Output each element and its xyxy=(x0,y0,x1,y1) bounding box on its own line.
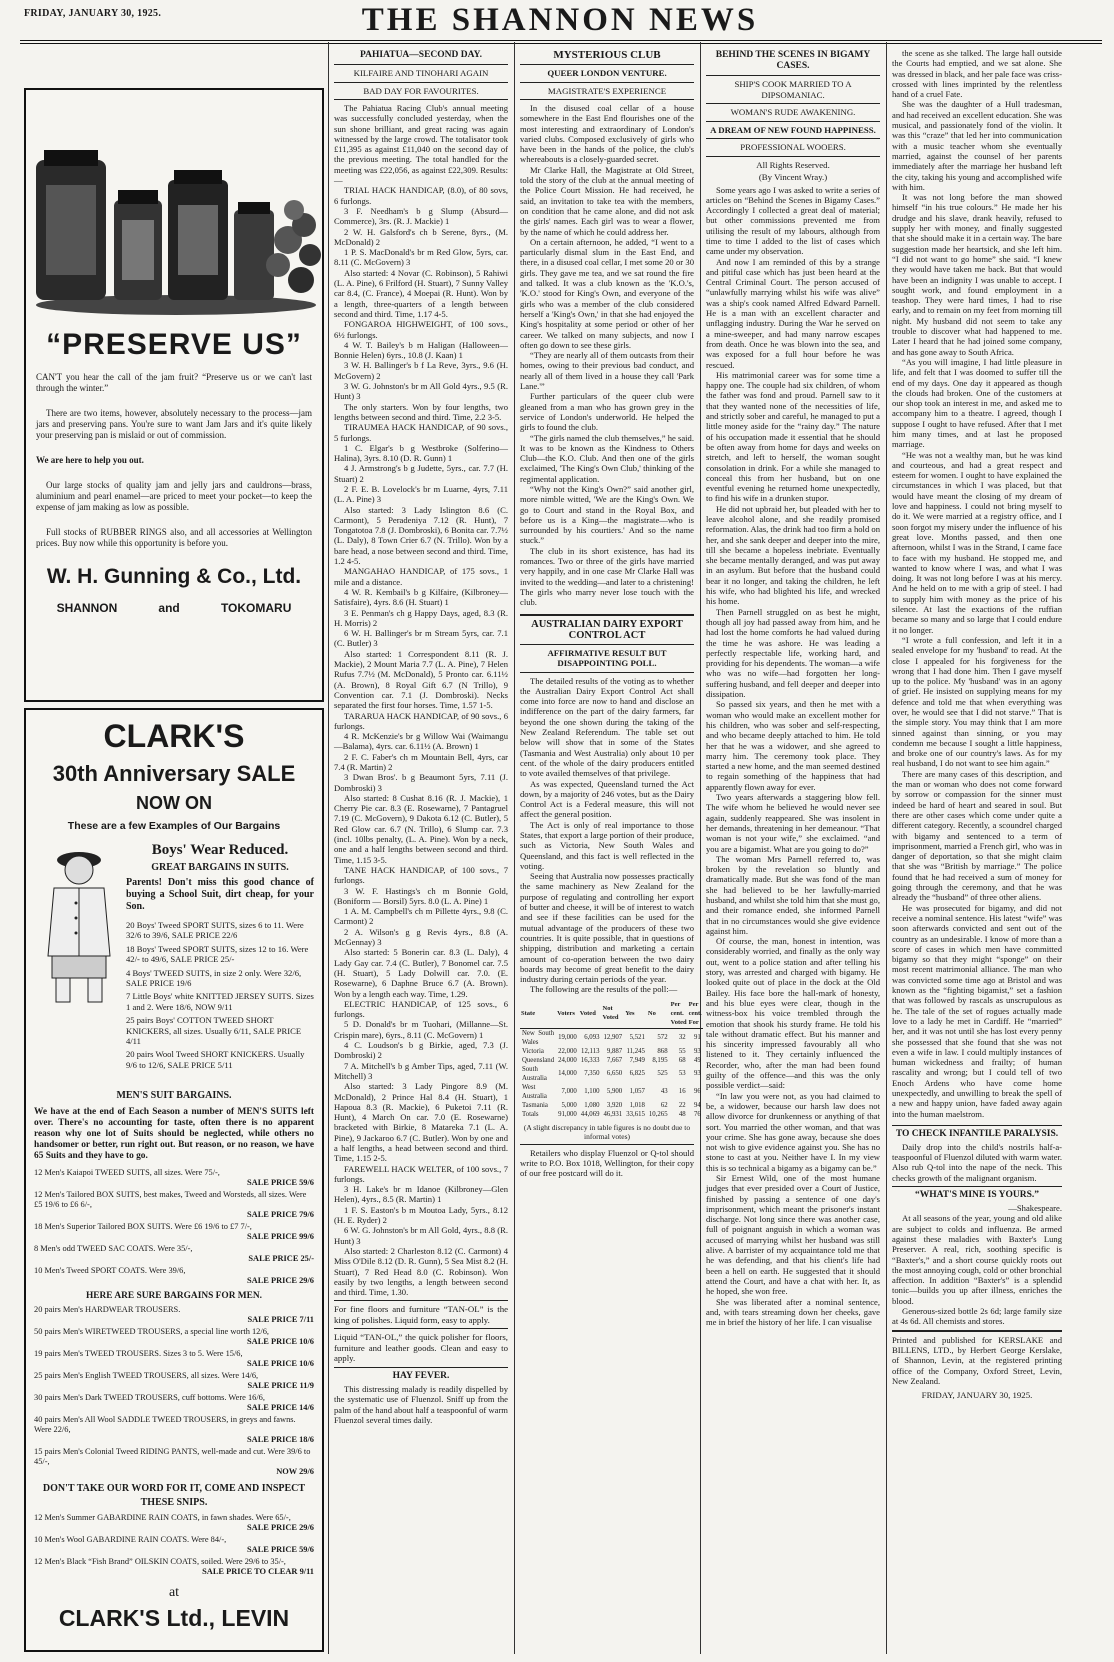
racing-paragraph: FONGAROA HIGHWEIGHT, of 100 sovs., 6½ furlongs. xyxy=(334,319,508,340)
racing-paragraph: 5 D. Donald's br m Tuohari, (Millanne—St. Crispin mare), 6yrs., 8.11 (C. McGovern) 1 xyxy=(334,1019,508,1040)
bigamy-paragraph: Sir Ernest Wild, one of the most humane judges that ever presided over a Court of Justice, finished by passing a sentence of one day's imprisonment, which meant the prisoner's instant discharge. Not long since there was another case, full of poignant anguish in which a woman was accused of marrying whilst her husband was still alive. A barrister of my acquaintance told me that he was defending, and that his client's life had been a hell on earth. He suggested that it should attend the Court, and have a chat with her. It, as he hoped, she won free. xyxy=(706,1173,880,1297)
racing-paragraph: TIRAUMEA HACK HANDICAP, of 90 sovs., 5 furlongs. xyxy=(334,422,508,443)
trousers-item-price: SALE PRICE 18/6 xyxy=(246,1435,314,1444)
trousers-item-text: 30 pairs Men's Dark TWEED TROUSERS, cuff bottoms. Were 16/6, xyxy=(34,1393,265,1402)
bigamy-paragraph: “In law you were not, as you had claimed to be, a widower, because our harsh law does not allow divorce for drunkenness or anything of that sort. You married the other woman, and that was your crime. She has gone away, because she does not wish to give evidence against you. She has no stone to cast at you. Neither have I. In my view this is so technical a bigamy as a bigamy can be.” xyxy=(706,1090,880,1173)
club-paragraph: “They are nearly all of them outcasts from their homes, owing to their previous bad conduct, and nearly all of them lived in a house they call 'Park Lane.'” xyxy=(520,350,694,392)
poll-cell: 16,333 xyxy=(580,1056,600,1064)
bigamy-deck: A DREAM OF NEW FOUND HAPPINESS. xyxy=(710,124,876,135)
poll-header: State xyxy=(520,999,556,1029)
racing-paragraph: 3 W. G. Johnston's br m All Gold 4yrs., 9.5 (R. Hunt) 3 xyxy=(334,381,508,402)
poll-cell: 55 xyxy=(678,1047,686,1055)
bigamy-body xyxy=(706,185,880,1328)
clarks-examples: These are a few Examples of Our Bargains xyxy=(67,820,281,832)
rule xyxy=(520,614,694,616)
poll-cell: 7,667 xyxy=(606,1056,623,1064)
rule xyxy=(706,121,880,122)
racing-paragraph: 3 Dwan Bros'. b g Beaumont 5yrs, 7.11 (J. Dombroski) 3 xyxy=(334,772,508,793)
parents-note: Parents! Don't miss this good chance of buying a School Suit, dirt cheap, for your Son. xyxy=(126,877,314,912)
trousers-item-price: NOW 29/6 xyxy=(276,1467,314,1476)
racing-paragraph: 1 P. S. MacDonald's br m Red Glow, 5yrs, car. 8.11 (C. McGovern) 3 xyxy=(334,247,508,268)
mens-item xyxy=(34,1266,314,1286)
poll-cell: 94 xyxy=(694,1101,701,1109)
continued-paragraph: He was prosecuted for bigamy, and did not receive a nominal sentence. His latest “wife” was soon afterwards convicted and sent out of the country as an undesirable. I know of more than a score of cases in which men have committed bigamy so that they might “sponge” on their most recent matrimonial alliance. The man who was convicted some time ago at Bristol and was known as the “fighting bigamist,” set a fashion that was followed by rascals as unscrupulous as he. The tale of the set of rogues actually made love to a lady he met in Cardiff. He “married” her, and it was not until she has lost every penny she possessed that she found that she was not even a wife in law. I could multiply instances of human wickedness and frailty; of human rascality and wrong; but I could tell of two Enoch Ardens who have come home unexpectedly, and unwilling to break the spell of a new and happy union, have faded away again into the human maelstrom. xyxy=(892,902,1062,1119)
poll-cell: Totals xyxy=(522,1110,539,1118)
club-body xyxy=(520,103,694,608)
racing-paragraph: 6 W. G. Johnston's br m All Gold, 4yrs., 8.8 (R. Hunt) 3 xyxy=(334,1225,508,1246)
bigamy-column xyxy=(706,48,880,1654)
poll-cell: 868 xyxy=(657,1047,668,1055)
dairy-body xyxy=(520,676,694,995)
poll-cell: 572 xyxy=(657,1034,668,1042)
ad-place-and: and xyxy=(158,601,180,615)
racing-paragraph: 2 A. Wilson's g g Revis 4yrs., 8.8 (A. McGennay) 3 xyxy=(334,926,508,948)
dairy-deck: AFFIRMATIVE RESULT BUT DISAPPOINTING POLL. xyxy=(547,647,667,669)
club-paragraph: Further particulars of the queer club were gleaned from a man who has grown grey in the service of London's underworld. He helped the girls to found the club. xyxy=(520,391,694,433)
racing-paragraph: Also started: 4 Novar (C. Robinson), 5 Rahiwi (L. A. Pine), 6 Frilford (H. Stuart), 7 Sunny Valley car 8.4, (C. France), 4 Moepai (R. Hunt). Won by a length, three-quarters of a length between second and third. Time, 1.17 4-5. xyxy=(334,267,508,319)
club-paragraph: “Why not the King's Own?” said another girl, more nimble witted, 'We are the King's Own. We go to Court and stand in the Royal Box, and before us is a King—the magistrate—who is surrounded by his courtiers.' And so the name stuck.” xyxy=(520,483,694,546)
poll-cell: 14,000 xyxy=(558,1070,577,1078)
mens-item-text: 12 Men's Kaiapoi TWEED SUITS, all sizes. Were 75/-, xyxy=(34,1168,220,1177)
rule xyxy=(520,644,694,645)
trousers-item-price: SALE PRICE 7/11 xyxy=(247,1315,314,1324)
mine-attribution: —Shakespeare. xyxy=(1008,1203,1062,1214)
racing-paragraph: Also started: 8 Cushat 8.16 (R. J. Mackie), 1 Cherry Pie car. 8.3 (E. Rosewarne), 7 Pantagruel 7.19 (C. McGovern), 9 Dakota 6.12 (C. Butler), 5 Red Glow car. 6.7 (N. Trillo), 6 Slump car. 7.3 (incl. 10lbs penalty, (L. A. Pine). Won by a neck, one and a half lengths between second and third. Time, 1.15 3-5. xyxy=(334,792,508,865)
poll-cell: West Australia xyxy=(522,1083,547,1100)
poll-cell: 48 xyxy=(678,1110,686,1118)
masthead-rule xyxy=(20,40,1102,41)
mens-item-price: SALE PRICE 29/6 xyxy=(246,1276,314,1285)
rule xyxy=(520,672,694,673)
preserve-us-advertisement xyxy=(24,88,324,702)
rule xyxy=(892,1330,1062,1332)
racing-paragraph: 4 R. McKenzie's br g Willow Wai (Waimangu—Balama), 4yrs. car. 6.11½ (A. Brown) 1 xyxy=(334,731,508,752)
racing-body xyxy=(334,103,508,1297)
column-rule xyxy=(700,42,701,1654)
mine-price: Generous-sized bottle 2s 6d; large family size at 4s 6d. All chemists and stores. xyxy=(892,1306,1062,1327)
rule xyxy=(520,64,694,65)
bigamy-deck: SHIP'S COOK MARRIED TO A DIPSOMANIAC. xyxy=(734,79,852,100)
club-deck: QUEER LONDON VENTURE. xyxy=(547,68,667,78)
club-paragraph: The club in its short existence, has had its romances. Two or three of the girls have married very happily, and in one case Mr Clarke Hall was invited to the wedding—and later to a christening! The girls who marry never lose touch with the club. xyxy=(520,545,694,608)
mens-item-text: 12 Men's Tailored BOX SUITS, best makes, Tweed and Worsteds, all sizes. Were £5 19/6 to £6 6/-, xyxy=(34,1190,307,1209)
racing-paragraph: 3 W. H. Ballinger's b f La Reve, 3yrs., 9.6 (H. McGovern) 2 xyxy=(334,360,508,381)
racing-paragraph: TRIAL HACK HANDICAP, (8.0), of 80 sovs, 6 furlongs. xyxy=(334,185,508,206)
dairy-title: AUSTRALIAN DAIRY EXPORT CONTROL ACT xyxy=(531,618,683,641)
bigamy-paragraph: And now I am reminded of this by a strange and pitiful case which has just been heard at the Central Criminal Court. The person accused of “unlawfully marrying whilst his wife was alive” was a ship's cook named Alfred Edward Parnell. He is a man with an excellent character and unflagging industry. During the War he served on a mine-sweeper, and had many narrow escapes from death. Once he was blown into the sea, and was exposed for a full hour before he was rescued. xyxy=(706,256,880,370)
poll-cell: 7,000 xyxy=(561,1088,577,1096)
tanol-ad: Liquid “TAN-OL,” the quick polisher for floors, furniture and leather goods. Clean and easy to apply. xyxy=(334,1332,508,1364)
bigamy-title: BEHIND THE SCENES IN BIGAMY CASES. xyxy=(715,50,871,71)
boys-item: 20 pairs Wool Tweed SHORT KNICKERS. Usually 9/6 to 12/6, SALE PRICE 5/11 xyxy=(126,1049,305,1070)
poll-cell: 44,069 xyxy=(580,1110,600,1118)
trousers-item xyxy=(34,1305,314,1325)
column-rule xyxy=(886,42,887,1654)
rule xyxy=(892,1125,1062,1126)
dairy-paragraph: The following are the results of the poll:— xyxy=(530,984,678,995)
poll-cell: 5,000 xyxy=(561,1101,577,1109)
mens-item-price: SALE PRICE 25/- xyxy=(248,1254,314,1263)
poll-cell: 8,195 xyxy=(652,1056,668,1064)
poll-cell: South Australia xyxy=(522,1065,547,1082)
trousers-item-price: SALE PRICE 10/6 xyxy=(246,1359,314,1368)
poll-cell: 24,000 xyxy=(558,1056,577,1064)
poll-header: No xyxy=(647,999,670,1029)
rule xyxy=(520,99,694,100)
bigamy-paragraph: Some years ago I was asked to write a series of articles on “Behind the Scenes in Bigamy Cases.” Accordingly I collected a great deal of material; but other commissions prevented me from utilising the result of my labours, although from time to time I added to the list of cases which came under my observation. xyxy=(706,184,880,257)
rule xyxy=(334,1300,508,1301)
racing-paragraph: 4 C. Loudson's b g Birkie, aged, 7.3 (J. Dombroski) 2 xyxy=(334,1040,508,1061)
racing-paragraph: 4 W. T. Bailey's b m Haligan (Halloween—Bonnie Helen) 6yrs., 10.8 (J. Kaan) 1 xyxy=(334,339,508,361)
infantile-body: Daily drop into the child's nostrils half-a-teaspoonful of Fluenzol diluted with warm water. Also rub Q-tol into the nape of the neck. This checks growth of the malignant organism. xyxy=(892,1141,1062,1183)
poll-cell: Tasmania xyxy=(522,1101,548,1109)
club-paragraph: “The girls named the club themselves,” he said. It was to be known as the Kindness to Others Club—the K.O. Club. And then one of the girls exclaimed, 'The King's Own Club,' thinking of the regimental application. xyxy=(520,432,694,484)
hay-fever-title: HAY FEVER. xyxy=(392,1370,450,1381)
coats-list xyxy=(34,1513,314,1577)
poll-cell: 3,920 xyxy=(606,1101,623,1109)
mine-title: “WHAT'S MINE IS YOURS.” xyxy=(914,1190,1040,1201)
poll-cell: New South Wales xyxy=(522,1029,555,1046)
poll-cell: 16 xyxy=(678,1088,686,1096)
poll-cell: 49 xyxy=(694,1056,701,1064)
club-column xyxy=(520,48,702,1654)
coat-item-text: 10 Men's Wool GABARDINE RAIN COATS. Were 84/-, xyxy=(34,1535,227,1544)
column-rule xyxy=(514,42,515,1654)
poll-cell: 12,113 xyxy=(581,1047,600,1055)
rule xyxy=(334,1367,508,1368)
racing-paragraph: FAREWELL HACK WELTER, of 100 sovs., 7 furlongs. xyxy=(334,1163,508,1184)
racing-deck: BAD DAY FOR FAVOURITES. xyxy=(363,85,479,96)
trousers-item-text: 15 pairs Men's Colonial Tweed RIDING PANTS, well-made and cut. Were 39/6 to 45/-, xyxy=(34,1447,311,1466)
schoolboy-illustration xyxy=(34,838,124,1008)
poll-cell: 91,000 xyxy=(558,1110,577,1118)
racing-paragraph: TANE HACK HANDICAP, of 100 sovs., 7 furlongs. xyxy=(334,864,508,886)
continued-body xyxy=(892,48,1062,1119)
poll-row xyxy=(520,1047,703,1056)
rule xyxy=(706,138,880,139)
poll-cell: 9,887 xyxy=(606,1047,623,1055)
ad-places xyxy=(36,601,312,615)
boys-item: 7 Little Boys' white KNITTED JERSEY SUITS. Sizes 1 and 2. Were 18/6, NOW 9/11 xyxy=(126,991,314,1012)
coat-item-price: SALE PRICE 59/6 xyxy=(246,1545,314,1554)
rule xyxy=(334,99,508,100)
column-rule xyxy=(328,42,329,1654)
infantile-title: TO CHECK INFANTILE PARALYSIS. xyxy=(895,1128,1059,1139)
boys-item: 18 Boys' Tweed SPORT SUITS, sizes 12 to 16. Were 42/- to 49/6, SALE PRICE 25/- xyxy=(126,943,309,965)
trousers-item xyxy=(34,1349,314,1369)
trousers-item xyxy=(34,1371,314,1391)
poll-cell: 6,650 xyxy=(606,1070,623,1078)
poll-header: Per cent. For xyxy=(688,999,703,1029)
clarks-sale-advertisement xyxy=(24,708,324,1652)
racing-title: PAHIATUA—SECOND DAY. xyxy=(360,50,482,60)
mens-item xyxy=(34,1222,314,1242)
rights-reserved: All Rights Reserved. xyxy=(756,159,830,170)
continued-paragraph: “I wrote a full confession, and left it in a sealed envelope for my 'husband' to read. At the close I appealed for his forgiveness for the wrong that I had done him. Then I gave myself up to the police. My 'husband' was in an agony of grief. He insisted on supplying means for my defence and told me that when everything was over, he would see that I did not starve.” That is the simple story. You may think that I am more sinned against than sinning, or you may condemn me because I sought a little happiness, and broke one of our country's laws. As for my real husband, I do not want to see him again.” xyxy=(892,634,1062,769)
trousers-item xyxy=(34,1415,314,1445)
poll-cell: 76 xyxy=(694,1110,701,1118)
rule xyxy=(334,1328,508,1329)
mine-body: At all seasons of the year, young and old alike are subject to colds and influenza. Be armed against these maladies with Baxter's Lung Preserver. A real, rich, soothing specific is “Baxter's,” and a short course quickly roots out the most annoying cough, cold or other bronchial affection. In addition “Baxter's” is a splendid tonic—builds you up after illness, enriches the blood. xyxy=(892,1213,1062,1306)
printer-imprint: Printed and published for KERSLAKE and BILLENS, LTD., by Herbert George Kerslake, of Shannon, Levin, at the registered printing office of the Company, Oxford Street, Levin, New Zealand. xyxy=(892,1334,1062,1386)
trousers-item xyxy=(34,1327,314,1347)
boys-item: 4 Boys' TWEED SUITS, in size 2 only. Were 32/6, SALE PRICE 19/6 xyxy=(126,967,302,989)
ad-firm-name: W. H. Gunning & Co., Ltd. xyxy=(46,565,302,588)
ad-paragraph: There are two items, however, absolutely necessary to the process—jam jars and preserving pans. You're sure to want Jam Jars and it's quite likely your preserving pan is mislaid or out of commission. xyxy=(36,408,312,440)
trousers-item-text: 40 pairs Men's All Wool SADDLE TWEED TROUSERS, in greys and fawns. Were 22/6, xyxy=(34,1415,296,1434)
bigamy-paragraph: She was liberated after a nominal sentence, and, with tears streaming down her cheeks, gave me in brief the history of her life. I can visualise xyxy=(706,1296,880,1328)
poll-cell: 1,080 xyxy=(584,1101,600,1109)
poll-cell: 1,018 xyxy=(629,1101,645,1109)
poll-cell: 7,949 xyxy=(629,1056,645,1064)
rule xyxy=(520,1144,694,1145)
mens-item xyxy=(34,1244,314,1264)
racing-paragraph: 3 F. Needham's b g Slump (Absurd—Commerce), 3rs. (R. J. Mackie) 1 xyxy=(334,205,508,227)
racing-paragraph: 7 A. Mitchell's b g Amber Tips, aged, 7.11 (W. Mitchell) 3 xyxy=(334,1060,508,1081)
poll-header: Voters xyxy=(556,999,579,1029)
poll-cell: 96 xyxy=(694,1088,701,1096)
coat-item xyxy=(34,1513,314,1533)
rule xyxy=(334,64,508,65)
coat-item xyxy=(34,1557,314,1577)
poll-cell: 5,521 xyxy=(629,1034,645,1042)
continued-paragraph: It was not long before the man showed himself “in his true colours.” He made her his drudge and his slave, drank heavily, refused to supply her with money, and finally suggested that she should make it in a certain way. The bare suggestion made her heartsick, and she left him. “I did not want to go home” she said. “I knew they would have taken me back. But that would have been an indignity I was unable to accept. I sought work, and found employment in a teashop. They were hard times, I had to rise early, and to remain on my feet from morning till night. My husband did not seem to take any trouble to discover what had happened to me. Later I heard that he had joined some company, and has gone away to South Africa. xyxy=(892,192,1062,357)
ad-place: TOKOMARU xyxy=(220,601,292,615)
bigamy-paragraph: He did not upbraid her, but pleaded with her to leave alcohol alone, and she readily promised reformation. Alas, the drink had too firm a hold on her, and she sank deeper and deeper into the mire, till she became a hopeless inebriate. Eventually she became mentally deranged, and was put away in an asylum. But before that the husband could bear it no longer, and taking the children, he left his wife, who had blighted his life, and wrecked his home. xyxy=(706,503,880,607)
rule xyxy=(892,1186,1062,1187)
racing-paragraph: Also started: 1 Correspondent 8.11 (R. J. Mackie), 2 Mount Maria 7.7 (L. A. Pine), 7 Helen Rufus 7.7½ (M. McDonald), 5 Pronto car. 6.11½ (A. Brown), 8 Royal Gift 6.7 (N Trillo), 9 Convention car. 7.1 (J. Dombroski). Necks separated the first four horses. Time, 1.57 1-5. xyxy=(334,648,508,711)
dairy-paragraph: Seeing that Australia now possesses practically the same machinery as New Zealand for the purpose of regulating and controlling her export of butter and cheese, it will be of interest to watch and see if these facilities can be used for the mutual advantage of the producers of these two countries. It is quite possible, that in questions of shipping, distribution and marketing a certain amount of co-operation between the two dairy boards may become of great benefit to the dairy industry during certain periods of the year. xyxy=(520,871,694,985)
rule xyxy=(520,82,694,83)
racing-paragraph: ELECTRIC HANDICAP, of 125 sovs., 6 furlongs. xyxy=(334,998,508,1020)
ad-headline: “PRESERVE US” xyxy=(46,328,302,361)
trousers-item-text: 20 pairs Men's HARDWEAR TROUSERS. xyxy=(34,1305,181,1314)
bigamy-deck: WOMAN'S RUDE AWAKENING. xyxy=(730,107,856,117)
bigamy-paragraph: His matrimonial career was for some time a happy one. The couple had six children, of whom the father was fond and proud. Parnell saw to it that they wanted none of the necessities of life, and strictly sober and careful, he managed to put a little money aside for the “rainy day.” The nature of his occupation made it essential that he should be often away from home for days and weeks on stretch, and left to herself, the woman sought consolation in drink. For a while she managed to conceal this from her husband, but on one eventful evening he returned home unexpectedly, to find his wife in a drunken stupor. xyxy=(706,369,880,504)
poll-header: Voted xyxy=(579,999,602,1029)
racing-paragraph: 2 W. H. Galsford's ch b Serene, 8yrs., (M. McDonald) 2 xyxy=(334,226,508,247)
retail-notice: Retailers who display Fluenzol or Q-tol should write to P.O. Box 1018, Wellington, for their copy of our free postcard will do it. xyxy=(520,1147,694,1179)
ad-intro: CAN'T you hear the call of the jam fruit? “Preserve us or we can't last through the winter.” xyxy=(36,372,312,393)
boys-item: 25 pairs Boys' COTTON TWEED SHORT KNICKERS, all sizes. Usually 6/11, SALE PRICE 4/11 xyxy=(126,1015,302,1047)
poll-header: Not Voted xyxy=(602,999,625,1029)
rule xyxy=(706,75,880,76)
poll-row xyxy=(520,1056,703,1065)
trousers-heading: HERE ARE SURE BARGAINS FOR MEN. xyxy=(85,1291,263,1301)
poll-header: Yes xyxy=(624,999,647,1029)
mens-items-list xyxy=(34,1168,314,1286)
coat-item-text: 12 Men's Black “Fish Brand” OILSKIN COATS, soiled. Were 29/6 to 35/-, xyxy=(34,1557,286,1566)
poll-cell: 525 xyxy=(657,1070,668,1078)
bigamy-paragraph: So passed six years, and then he met with a woman who would make an excellent mother for his children, who was sober and self-respecting, and who became deeply attached to him. He told her that he was a widower, and she agreed to marry him. The ceremony took place. They started a new home, and the man seemed destined to regain something of the happiness that had apparently flown away for ever. xyxy=(706,699,880,792)
trousers-item-price: SALE PRICE 11/9 xyxy=(247,1381,314,1390)
poll-cell: 11,245 xyxy=(626,1047,645,1055)
jam-jars-illustration xyxy=(26,90,322,320)
mens-item-text: 18 Men's Superior Tailored BOX SUITS. Were £6 19/6 to £7 7/-, xyxy=(34,1222,252,1231)
poll-note: (A slight discrepancy in table figures is no doubt due to informal votes) xyxy=(523,1122,691,1141)
boys-item: 20 Boys' Tweed SPORT SUITS, sizes 6 to 11. Were 32/6 to 39/6, SALE PRICE 22/6 xyxy=(126,920,304,941)
clarks-title: CLARK'S xyxy=(103,718,245,754)
poll-cell: 5,900 xyxy=(606,1088,623,1096)
bigamy-deck: PROFESSIONAL WOOERS. xyxy=(740,142,846,152)
racing-deck: KILFAIRE AND TINOHARI AGAIN xyxy=(353,68,489,78)
poll-cell: 22,000 xyxy=(558,1047,577,1055)
poll-cell: 62 xyxy=(660,1101,668,1109)
tanol-ad: For fine floors and furniture “TAN-OL” is the king of polishes. Liquid form, easy to apply. xyxy=(334,1304,508,1325)
trousers-item xyxy=(34,1393,314,1413)
poll-cell: 22 xyxy=(678,1101,686,1109)
poll-cell: 6,093 xyxy=(584,1034,600,1042)
continued-paragraph: She was the daughter of a Hull tradesman, and had received an excellent education. She was musical, and passionately fond of the violin. It was this “craze” that led her into communication with a music teacher whom she eventually married, against the counsel of her parents immediately after the marriage her husband left the city, taking his young and accomplished wife with him. xyxy=(892,99,1062,192)
imprint-date: FRIDAY, JANUARY 30, 1925. xyxy=(921,1390,1033,1401)
clarks-sale-title: 30th Anniversary SALE xyxy=(52,761,296,786)
racing-paragraph: TARARUA HACK HANDICAP, of 90 sovs., 6 furlongs. xyxy=(334,710,508,731)
racing-paragraph: Also started: 3 Lady Islington 8.6 (C. Carmont), 5 Peradeniya 7.12 (R. Hunt), 7 Tongatotoa 7.8 (J. Dombroski), 6 Bonita car. 7.7½ (L. Daly), 8 Town Crier 6.7 (N. Trillo). Won by a bare head, a nose between second and third. Time, 1.2 4-5. xyxy=(334,504,508,567)
poll-header: Per cent. Voted xyxy=(670,999,688,1029)
racing-paragraph: 1 F. S. Easton's b m Moutoa Lady, 5yrs., 8.12 (H. E. Ryder) 2 xyxy=(334,1204,508,1226)
poll-cell: 68 xyxy=(678,1056,686,1064)
poll-row xyxy=(520,1110,703,1119)
trousers-item-price: SALE PRICE 14/6 xyxy=(246,1403,314,1412)
mens-item-text: 10 Men's Tweed SPORT COATS. Were 39/6, xyxy=(34,1266,186,1275)
masthead-rule-2 xyxy=(20,43,1102,44)
ad-place: SHANNON xyxy=(56,601,118,615)
racing-paragraph: Also started: 2 Charleston 8.12 (C. Carmont) 4 Miss O'Dile 8.12 (D. R. Gunn), 5 Sea Mist 8.2 (H. Stuart), 7 Red Head 8.0 (C. Robinson). Won easily by two lengths, a length between second and third. Time, 1.30. xyxy=(334,1245,508,1298)
coat-item-price: SALE PRICE 29/6 xyxy=(246,1523,314,1532)
coat-item-price: SALE PRICE TO CLEAR 9/11 xyxy=(202,1567,314,1576)
racing-paragraph: 4 W. R. Kembail's b g Kilfaire, (Kilbroney—Satisfaire), 4yrs. 8.6 (H. Stuart) 1 xyxy=(334,586,508,608)
racing-paragraph: Also started: 5 Bonerin car. 8.3 (L. Daly), 4 Lady Gay car. 7.4 (C. Butler), 7 Bonomel car. 7.5 (H. Stuart), 5 Lady Dolwill car. 7.0. (E. Rosewarne), 6 Daphne Bruce 6.7 (A. Brown). Won by a length each way. Time, 1.29. xyxy=(334,947,508,999)
club-paragraph: On a certain afternoon, he added, “I went to a particularly dismal slum in the East End, and there, in a disused coal cellar, I met some 20 or 30 girls. They gave me tea, and we sat round the fire and talked. It was a club known as the 'K.O.'s, 'K.O.' stood for King's Own, and everyone of the girls who was a member of the club considered herself a 'King's Own,' in that she had enjoyed the King's hospitality at some period or other of her career. We talked on many subjects, and now I often go down to see these girls. xyxy=(520,236,694,350)
mens-item-price: SALE PRICE 59/6 xyxy=(246,1178,314,1187)
trousers-item xyxy=(34,1447,314,1477)
poll-cell: Queensland xyxy=(522,1056,555,1064)
byline: (By Vincent Wray.) xyxy=(758,172,828,182)
ad-paragraph: Full stocks of RUBBER RINGS also, and all accessories at Wellington prices. Buy now while this opportunity is before you. xyxy=(36,527,312,548)
racing-paragraph: 4 J. Armstrong's b g Judette, 5yrs., car. 7.7 (H. Stuart) 2 xyxy=(334,463,508,484)
trousers-item-price: SALE PRICE 10/6 xyxy=(246,1337,314,1346)
poll-cell: 93 xyxy=(694,1070,701,1078)
these-snips: THESE SNIPS. xyxy=(140,1497,208,1508)
club-deck: MAGISTRATE'S EXPERIENCE xyxy=(547,85,667,96)
racing-paragraph: 3 W. F. Hastings's ch m Bonnie Gold, (Boniform — Borsil) 5yrs. 8.0 (L. A. Pine) 1 xyxy=(334,885,508,906)
poll-cell: 10,265 xyxy=(648,1110,668,1118)
poll-cell: 19,000 xyxy=(558,1034,577,1042)
poll-cell: 32 xyxy=(678,1034,686,1042)
mens-item-text: 8 Men's odd TWEED SAC COATS. Were 35/-, xyxy=(34,1244,193,1253)
boys-wear-heading: Boys' Wear Reduced. xyxy=(151,842,289,858)
poll-cell: 1,057 xyxy=(629,1088,645,1096)
mens-item xyxy=(34,1168,314,1188)
poll-cell: 12,907 xyxy=(603,1034,623,1042)
poll-row xyxy=(520,1065,703,1083)
poll-cell: Victoria xyxy=(522,1047,544,1055)
racing-column xyxy=(334,48,508,1654)
club-title: MYSTERIOUS CLUB xyxy=(553,49,661,61)
club-paragraph: In the disused coal cellar of a house somewhere in the East End flourishes one of the most interesting and extraordinary of London's varied clubs. Composed exclusively of girls who have been in the hands of the police, the club's whereabouts is a closely-guarded secret. xyxy=(520,103,694,165)
masthead-title: THE SHANNON NEWS xyxy=(361,2,759,38)
trousers-item-text: 50 pairs Men's WIRETWEED TROUSERS, a special line worth 12/6, xyxy=(34,1327,269,1336)
racing-paragraph: 3 H. Lake's br m Idanoe (Kilbroney—Glen Helen), 4yrs., 8.5 (R. Martin) 1 xyxy=(334,1184,508,1205)
mens-item xyxy=(34,1190,314,1220)
racing-paragraph: MANGAHAO HANDICAP, of 175 sovs., 1 mile and a distance. xyxy=(334,566,508,587)
racing-paragraph: The Pahiatua Racing Club's annual meeting was successfully concluded yesterday, when the sun shone brilliant, and great racing was again witnessed by the large crowd. The totalisator took £11,395 as against £11,040 on the second day of the previous meeting. The total handled for the meeting was £22,056, as against £22,309. Results:— xyxy=(334,103,508,186)
bigamy-paragraph: Two years afterwards a staggering blow fell. The wife whom he believed he would never see again, suddenly reappeared. She was insolent in her demands, threatening in her demeanour. “That woman is not your wife,” she exclaimed. “and you are a bigamist. What are you going to do?” xyxy=(706,792,880,854)
ad-paragraph: Our large stocks of quality jam and jelly jars and cauldrons—brass, aluminium and pearl enamel—are priced to meet your pocket—to keep the expense of jam making as low as possible. xyxy=(36,480,312,512)
rule xyxy=(706,156,880,157)
continued-paragraph: There are many cases of this description, and the man or woman who does not come forward by sorrow or compassion for the sinner must indeed be hard of heart and seared in soul. But there are other cases which come under quite a different category. Recently, a scoundrel charged with bigamy and sentenced to a term of imprisonment, married a French girl, who was in danger of deportation, so that she might claim that she was “British by marriage.” The police found that he had received a sum of money for going through the ceremony, and that he was already the “husband” of three other aliens. xyxy=(892,768,1062,903)
dairy-paragraph: The detailed results of the voting as to whether the Australian Dairy Export Control Act shall come into force are now to hand and disclose an indifference on the part of the dairy farmers, far beyond the one shown during the taking of the New Zealand Referendum. The table set out below will show that in some of the States (Tasmania and West Australia) only about 10 per cent. of the whole of the dairy producers entitled to vote availed themselves of that privilege. xyxy=(520,675,694,779)
great-bargains: GREAT BARGAINS IN SUITS. xyxy=(151,862,289,873)
continued-paragraph: the scene as she talked. The large hall outside the Courts had emptied, and we sat alone. She was dressed in black, and her pale face was criss-crossed with lines imprinted by the relentless hand of a cruel Fate. xyxy=(892,48,1062,100)
mens-item-price: SALE PRICE 99/6 xyxy=(246,1232,314,1241)
dairy-paragraph: As was expected, Queensland turned the Act down, by a majority of 246 votes, but as the Dairy Control Act is a Federal measure, this will not affect the general position. xyxy=(520,778,694,820)
poll-row xyxy=(520,1083,703,1101)
poll-header-row xyxy=(520,999,703,1029)
boys-items-list xyxy=(126,920,314,1073)
hay-fever-body: This distressing malady is readily dispelled by the systematic use of Fluenzol. Sniff up from the palm of the hand about half a teaspoonful of warm Fluenzol several times daily. xyxy=(334,1383,508,1425)
clarks-now-on: NOW ON xyxy=(136,793,212,813)
mens-item-price: SALE PRICE 79/6 xyxy=(246,1210,314,1219)
racing-paragraph: Also started: 3 Lady Pingore 8.9 (M. McDonald), 2 Prince Hal 8.4 (H. Stuart), 1 Hapoua 8.3 (R. Mackie), 6 Puketoi 7.11 (R. Hunt), 4 March On car. 7.0 (E. Rosewarne) bracketed with Birkie, 8 Matareka 7.1 (L. A. Pine), 9 Jackaroo 6.7 (C. Butler). Won by one and a half lengths, a head between second and third. Time, 1.15 2-5. xyxy=(334,1081,508,1164)
poll-cell: 53 xyxy=(678,1070,686,1078)
continued-column xyxy=(892,48,1062,1654)
dont-take-our-word: DON'T TAKE OUR WORD FOR IT, COME AND INSPECT xyxy=(42,1483,306,1494)
coat-item xyxy=(34,1535,314,1555)
continued-paragraph: “As you will imagine, I had little pleasure in life, and felt that I was doomed to suffer till the end of my days. One day it appeared as though the clouds had broken. One of the customers at our shop took an interest in me, and asked me to accompany him to a theatre. I agreed, though I suppose I ought to have refused. After that I met him many times, and at last he proposed marriage. xyxy=(892,356,1062,450)
poll-cell: 93 xyxy=(694,1047,701,1055)
poll-cell: 6,825 xyxy=(629,1070,645,1078)
mens-intro: We have at the end of Each Season a number of MEN'S SUITS left over. There's no accounting for taste, often there is no apparent reason why one lot of Suits should be neglected, while others no handsomer or better, run right out. But reason, or no reason, we have 65 Suits and they have to go. xyxy=(34,1107,314,1161)
poll-cell: 46,931 xyxy=(603,1110,623,1118)
racing-paragraph: 2 F. E. B. Lovelock's br m Luarne, 4yrs, 7.11 (L. A. Pine) 3 xyxy=(334,483,508,505)
ad-paragraph: We are here to help you out. xyxy=(36,455,144,465)
trousers-item-text: 19 pairs Men's TWEED TROUSERS. Sizes 3 to 5. Were 15/6, xyxy=(34,1349,243,1358)
poll-cell: 33,615 xyxy=(626,1110,645,1118)
poll-cell: 1,100 xyxy=(584,1088,600,1096)
dairy-paragraph: The Act is only of real importance to those States, that export a large portion of their produce, such as Victoria, New South Wales and Queensland, and this fact is well reflected in the voting. xyxy=(520,819,694,871)
racing-paragraph: 6 W. H. Ballinger's br m Stream 5yrs, car. 7.1 (C. Butler) 3 xyxy=(334,628,508,649)
poll-cell: 91 xyxy=(694,1034,701,1042)
bigamy-paragraph: Of course, the man, honest in intention, was considerably worried, and finally as the only way out, went to a police station and after telling his story, was arrested and charged with bigamy. He looked quite out of place in the dock at the Old Bailey. His face bore the hall-mark of honesty, and his blue eyes were clear, though in the witness-box his voice trembled through the emotion that shook his sturdy frame. He told his tale without dramatic effect. But his manner and his sincerity impressed favourably all who listened to it. They certainly influenced the Recorder, who, after the man had been found guilty of the offence—and this was the only possible verdict—said: xyxy=(706,936,880,1091)
racing-paragraph: The only starters. Won by four lengths, two lengths between second and third. Time, 2.2 3-5. xyxy=(334,401,508,422)
racing-paragraph: 1 C. Elgar's b g Westbroke (Solferino—Halina), 3yrs. 8.10 (D. R. Gunn) 1 xyxy=(334,442,508,464)
racing-paragraph: 2 F. C. Faber's ch m Mountain Bell, 4yrs, car 7.4 (R. Martin) 2 xyxy=(334,751,508,772)
trousers-item-text: 25 pairs Men's English TWEED TROUSERS, all sizes. Were 14/6, xyxy=(34,1371,259,1380)
mens-heading: MEN'S SUIT BARGAINS. xyxy=(116,1090,232,1101)
racing-paragraph: 1 A. M. Campbell's ch m Pillette 4yrs., 9.8 (C. Carmont) 2 xyxy=(334,906,508,927)
masthead-date: FRIDAY, JANUARY 30, 1925. xyxy=(24,8,162,19)
coat-item-text: 12 Men's Summer GABARDINE RAIN COATS, in fawn shades. Were 65/-, xyxy=(34,1513,291,1522)
continued-paragraph: “He was not a wealthy man, but he was kind and courteous, and had a great respect and esteem for women. I ought to have explained the circumstances in which I was placed, but that would have meant the closing of my dream of love and happiness. I could not bring myself to do it. We were married at a registry office, and I soon forgot my misery under the influence of his great love. Months passed, and then one afternoon, whilst I was in the Strand, I came face to face with my husband. He stopped me, and wanted to know where I was, and what I was doing. It was not long before I was at his mercy. And he held on to me with a grip of steel. I had to supply him with money as the price of his silence. At last the exactions of the ruffian became so many and so large that I could endure it no longer. xyxy=(892,449,1062,635)
trousers-list xyxy=(34,1305,314,1477)
racing-paragraph: 3 E. Penman's ch g Happy Days, aged, 8.3 (R. H. Morris) 2 xyxy=(334,607,508,628)
bigamy-paragraph: Then Parnell struggled on as best he might, though all joy had passed away from him, and he had lost the home comforts he had valued during the time he was ashore. He was leading a perfectly respectable life, working hard, and providing for his dependents. The woman—a wife who was no wife—had forgotten her long-suffering husband, and fell deeper and deeper into dissipation. xyxy=(706,606,880,700)
clarks-at: at xyxy=(168,1585,180,1600)
club-paragraph: Mr Clarke Hall, the Magistrate at Old Street, told the story of the club at the annual meeting of the Police Court Mission. He had received, he said, an invitation to take tea with the members, on condition that he came alone, and did not ask the girls' names. Each girl was to wear a flower, by the name of which he could address her. xyxy=(520,164,694,237)
poll-cell: 43 xyxy=(660,1088,668,1096)
poll-row xyxy=(520,1101,703,1110)
rule xyxy=(334,82,508,83)
poll-cell: 7,350 xyxy=(584,1070,600,1078)
bigamy-paragraph: The woman Mrs Parnell referred to, was broken by the revelation so bluntly and dramatically made. But she was fond of the man she had believed to be her lawfully-married husband, and whilst she told him that she must go, and their romance ended, she informed Parnell that in no circumstances would she give evidence against him. xyxy=(706,853,880,936)
rule xyxy=(706,103,880,104)
poll-table xyxy=(520,999,703,1119)
clarks-footer: CLARK'S Ltd., LEVIN xyxy=(58,1605,290,1631)
poll-row xyxy=(520,1028,703,1047)
